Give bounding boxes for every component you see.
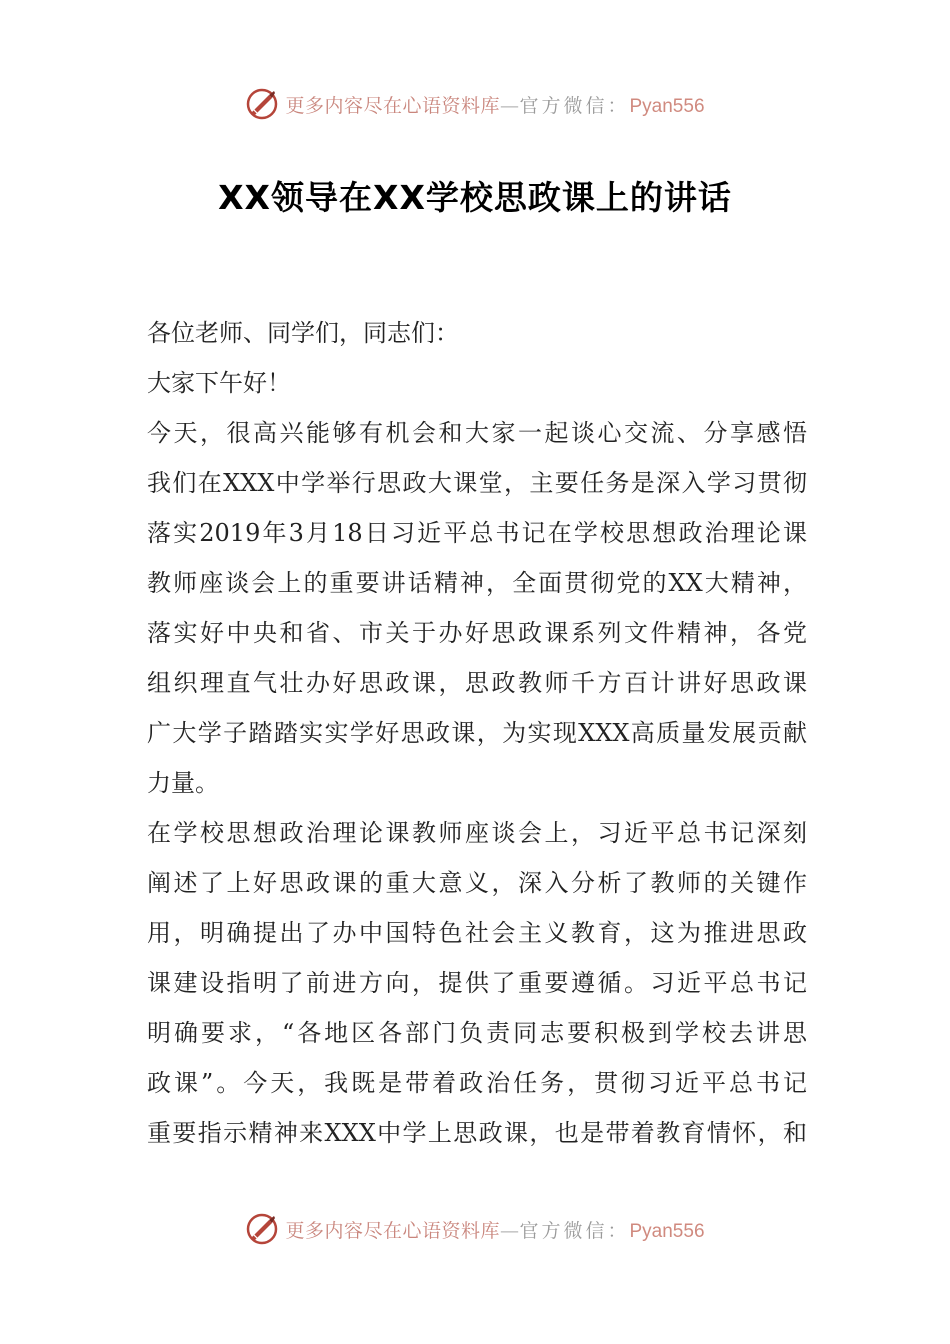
quill-pen-logo-icon: [245, 87, 279, 121]
document-body: [147, 308, 807, 1158]
body-line: 阐述了上好思政课的重大意义，深入分析了教师的关键作: [147, 869, 807, 897]
body-line: 我们在XXX中学举行思政大课堂，主要任务是深入学习贯彻: [147, 469, 807, 497]
footer-banner: [0, 1209, 950, 1249]
body-line: 大家下午好！: [147, 369, 291, 397]
banner-text: [285, 91, 704, 118]
body-line: 力量。: [147, 769, 219, 797]
body-line: 教师座谈会上的重要讲话精神，全面贯彻党的XX大精神，: [147, 569, 807, 597]
body-line: 广大学子踏踏实实学好思政课，为实现XXX高质量发展贡献: [147, 719, 807, 747]
banner-wechat-id: Pyan556: [629, 1220, 705, 1242]
banner-wechat-label: 官方微信：: [519, 94, 630, 117]
body-line: 政课”。今天，我既是带着政治任务，贯彻习近平总书记: [147, 1069, 807, 1097]
banner-dash: —: [499, 94, 520, 117]
body-line: 各位老师、同学们，同志们：: [147, 319, 459, 347]
body-line: 用，明确提出了办中国特色社会主义教育，这为推进思政: [147, 919, 807, 947]
body-line: 今天，很高兴能够有机会和大家一起谈心交流、分享感悟: [147, 419, 807, 447]
body-line: 落实好中央和省、市关于办好思政课系列文件精神，各党: [147, 619, 807, 647]
quill-pen-logo-icon: [245, 1212, 279, 1246]
document-title: XX领导在XX学校思政课上的讲话: [218, 178, 732, 217]
header-banner: [0, 84, 950, 124]
body-line: 落实2019年3月18日习近平总书记在学校思想政治理论课: [147, 519, 807, 547]
banner-dash: —: [499, 1219, 520, 1242]
banner-site-text: 更多内容尽在心语资料库: [285, 94, 500, 117]
banner-site-text: 更多内容尽在心语资料库: [285, 1219, 500, 1242]
banner-wechat-label: 官方微信：: [519, 1219, 630, 1242]
banner-wechat-id: Pyan556: [629, 95, 705, 117]
banner-text: [285, 1216, 704, 1243]
body-line: 明确要求，“各地区各部门负责同志要积极到学校去讲思: [147, 1019, 807, 1047]
body-line: 在学校思想政治理论课教师座谈会上，习近平总书记深刻: [147, 819, 807, 847]
body-line: 课建设指明了前进方向，提供了重要遵循。习近平总书记: [147, 969, 807, 997]
body-line: 重要指示精神来XXX中学上思政课，也是带着教育情怀，和: [147, 1119, 807, 1147]
body-line: 组织理直气壮办好思政课，思政教师千方百计讲好思政课: [147, 669, 807, 697]
